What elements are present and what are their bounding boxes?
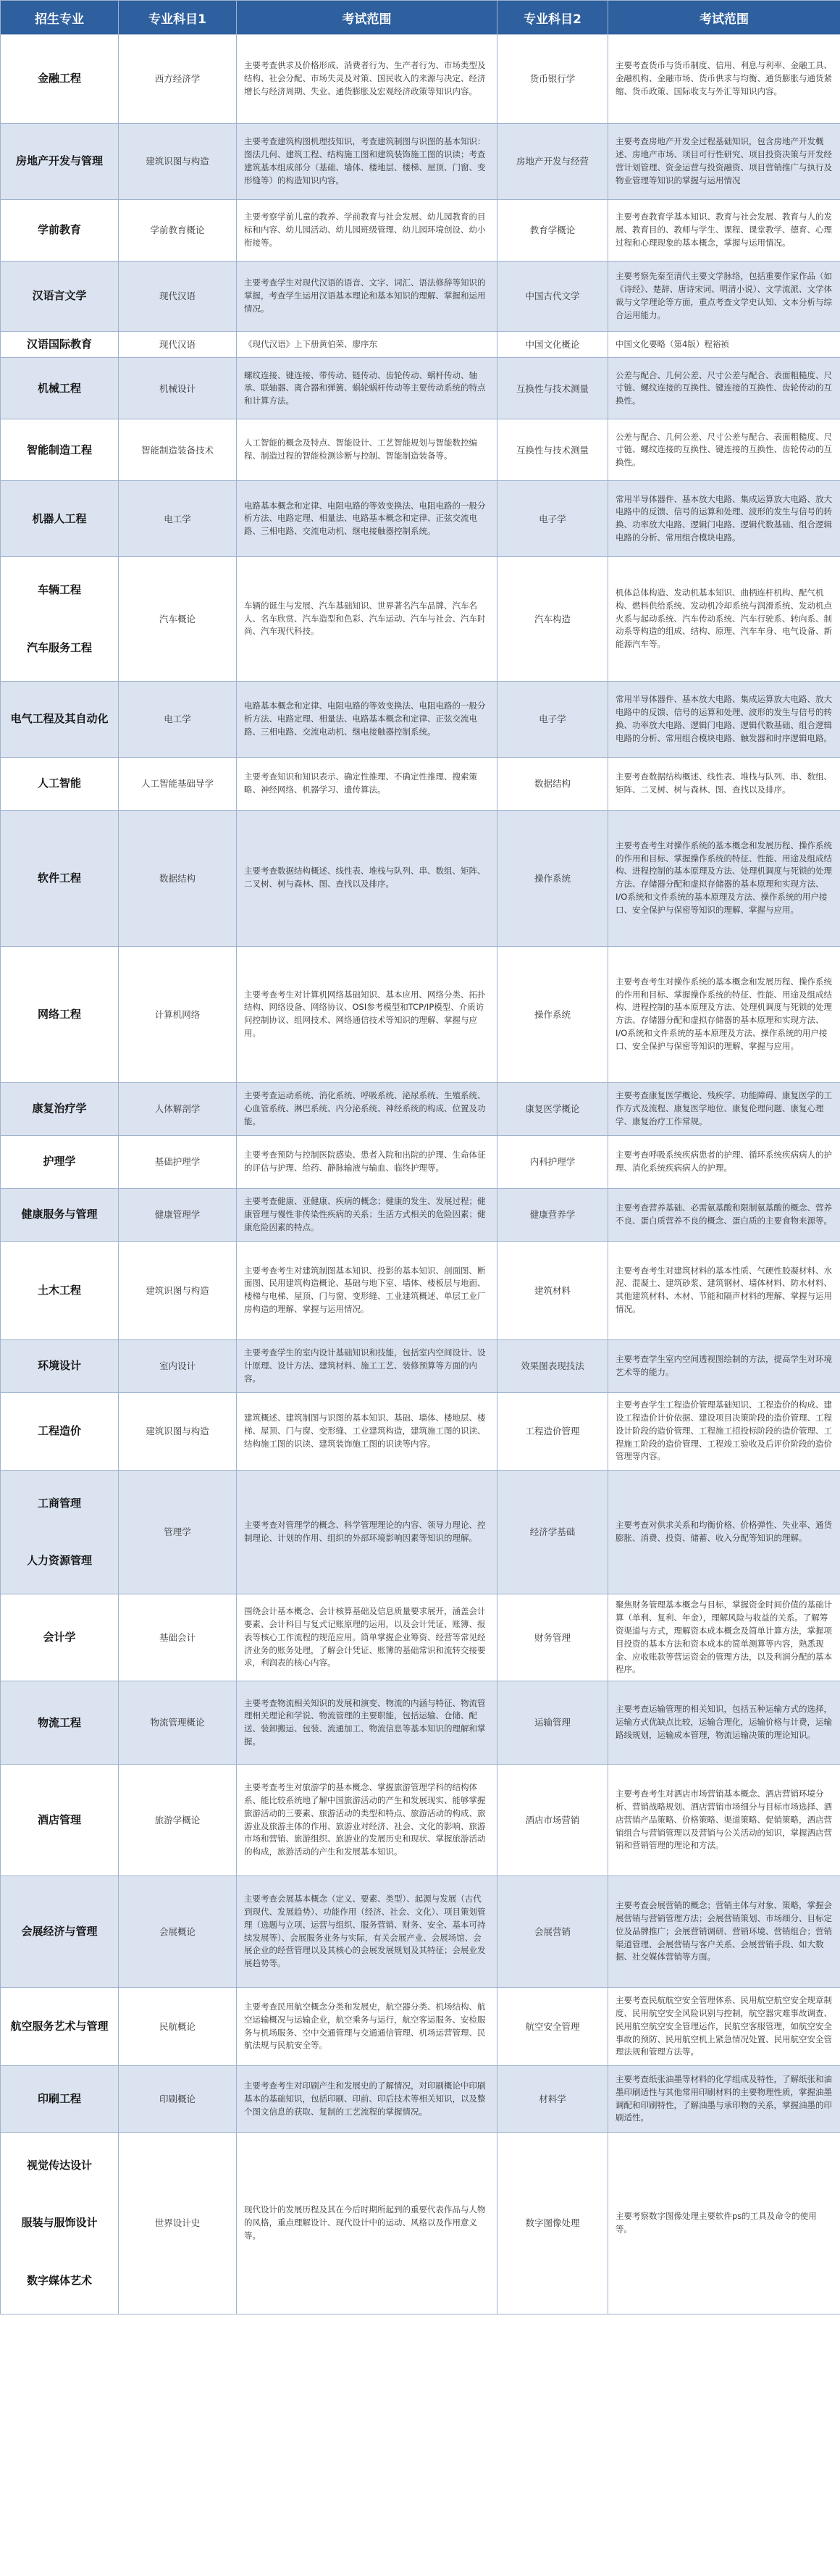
table-row [1, 557, 840, 682]
table-row [1, 1594, 840, 1681]
range2-cell: 常用半导体器件、基本放大电路、集成运算放大电路、放大电路中的反馈、信号的运算和处理、波形的发生与信号的转换、功率放大电路、逻辑门电路、逻辑代数基础、组合逻辑电路的分析、常用组合模块电路、触发器和时序逻辑电路。 [608, 681, 840, 757]
major-cell [1, 1135, 119, 1188]
subject2-cell: 酒店市场营销 [497, 1765, 608, 1876]
table-row [1, 35, 840, 124]
table-row [1, 332, 840, 358]
range2-cell: 主要考查运输管理的相关知识，包括五种运输方式的选择，运输方式优缺点比较，运输合理化，运输价格与计费，运输路线规划，运输成本管理，物流运输决策的理论知识。 [608, 1681, 840, 1765]
major-cell [1, 1392, 119, 1470]
range2-cell: 常用半导体器件、基本放大电路、集成运算放大电路、放大电路中的反馈、信号的运算和处理、波形的发生与信号的转换、功率放大电路、逻辑门电路、逻辑代数基础、组合逻辑电路的分析、常用组合模块电路。 [608, 481, 840, 557]
subject2-cell: 会展营销 [497, 1876, 608, 1988]
range2-cell: 主要考查货币与货币制度、信用、利息与利率、金融工具、金融机构、金融市场、货币供求与均衡、通货膨胀与通货紧缩、货币政策、国际收支与外汇等知识内容。 [608, 35, 840, 124]
subject2-cell: 经济学基础 [497, 1470, 608, 1594]
range1-cell: 电路基本概念和定律、电阻电路的等效变换法、电阻电路的一般分析方法、电路定理、相量法、电路基本概念和定律、正弦交流电路、三相电路、交流电动机、继电接触器控制系统。 [237, 481, 497, 557]
table-row [1, 1876, 840, 1988]
major-name: 学前教育 [37, 223, 81, 237]
subject2-cell: 汽车构造 [497, 557, 608, 682]
range1-cell: 主要考查学生对现代汉语的语音、文字、词汇、语法修辞等知识的掌握，考查学生运用汉语基本理论和基本知识的理解、掌握和运用情况。 [237, 262, 497, 332]
range2-cell: 主要考查纸张油墨等材料的化学组成及特性，了解纸张和油墨印刷适性与其他常用印刷材料的主要物理性质，掌握油墨调配和印刷特性，了解油墨与承印物的关系，掌握油墨的印刷适性。 [608, 2066, 840, 2133]
major-cell [1, 1241, 119, 1339]
range1-cell: 主要考查预防与控制医院感染、患者入院和出院的护理、生命体征的评估与护理、给药、静脉输液与输血、临终护理等。 [237, 1135, 497, 1188]
subject1-cell: 健康管理学 [119, 1188, 237, 1241]
range1-cell: 主要考查知识和知识表示、确定性推理、不确定性推理、搜索策略、神经网络、机器学习、遗传算法。 [237, 757, 497, 810]
major-cell [1, 1876, 119, 1988]
major-cell [1, 1339, 119, 1392]
subject2-cell: 运输管理 [497, 1681, 608, 1765]
subject2-cell: 材料学 [497, 2066, 608, 2133]
subject1-cell: 现代汉语 [119, 262, 237, 332]
subject1-cell: 管理学 [119, 1470, 237, 1594]
table-row [1, 200, 840, 262]
major-name: 视觉传达设计 [26, 2159, 92, 2173]
major-cell [1, 1681, 119, 1765]
major-name: 智能制造工程 [26, 443, 92, 456]
major-cell [1, 810, 119, 946]
major-cell [1, 681, 119, 757]
subject2-cell: 健康营养学 [497, 1188, 608, 1241]
range2-cell: 机体总体构造、发动机基本知识、曲柄连杆机构、配气机构、燃料供给系统、发动机冷却系统与润滑系统、发动机点火系与起动系统、汽车传动系统、汽车行驶系、转向系、制动系等构造的组成、结构、原理、汽车车身、电气设备、新能源汽车等。 [608, 557, 840, 682]
range2-cell: 主要考查营养基础、必需氨基酸和限制氨基酸的概念、营养不良、蛋白质营养不良的概念、蛋白质的主要食物来源等。 [608, 1188, 840, 1241]
subject2-cell: 财务管理 [497, 1594, 608, 1681]
major-cell [1, 946, 119, 1082]
range2-cell: 主要考查学生工程造价管理基础知识、工程造价的构成、建设工程造价计价依据、建设项目决策阶段的造价管理、工程设计阶段的造价管理、工程施工招投标阶段的造价管理、工程施工阶段的造价管理、工程竣工验收及后评价阶段的造价管理等内容。 [608, 1392, 840, 1470]
range2-cell: 主要考查房地产开发全过程基础知识，包含房地产开发概述、房地产市场、项目可行性研究、项目投资决策与开发经营计划管理、资金运营与投资融资、项目营销推广与执行及物业管理等知识的掌握与运用情况 [608, 124, 840, 200]
subject2-cell: 工程造价管理 [497, 1392, 608, 1470]
subject1-cell: 电工学 [119, 481, 237, 557]
range2-cell: 主要考查民航航空安全管理体系、民用航空航空安全规章制度、民用航空安全风险识别与控制，航空器灾难事故调查、民用航空航空安全管理运作，民航空客服管理，如航空安全事故的预防、民用航空机上紧急情况处置、民用航空安全管理法规和管理方法等。 [608, 1988, 840, 2066]
subject1-cell: 建筑识图与构造 [119, 124, 237, 200]
subject2-cell: 互换性与技术测量 [497, 419, 608, 481]
table-row [1, 2066, 840, 2133]
range2-cell: 主要考查考生对操作系统的基本概念和发展历程、操作系统的作用和目标、掌握操作系统的特征、性能、用途及组成结构、进程控制的基本原理及方法、处理机调度与死锁的处理方法、存储器分配和虚拟存储器的基本原理和实现方法、I/O系统和文件系统的基本原理及方法、操作系统的用户接口、安全保护与保密等知识的理解、掌握与应用。 [608, 810, 840, 946]
range2-cell: 主要考察数字图像处理主要软件ps的工具及命令的使用等。 [608, 2133, 840, 2314]
major-cell [1, 481, 119, 557]
subject1-cell: 基础护理学 [119, 1135, 237, 1188]
subject1-cell: 人体解剖学 [119, 1082, 237, 1135]
subject1-cell: 西方经济学 [119, 35, 237, 124]
range1-cell: 主要考查数据结构概述、线性表、堆栈与队列、串、数组、矩阵、二叉树、树与森林、图、查找以及排序。 [237, 810, 497, 946]
range2-cell: 主要考查数据结构概述、线性表、堆栈与队列、串、数组、矩阵、二叉树、树与森林、图、查找以及排序。 [608, 757, 840, 810]
subject2-cell: 建筑材料 [497, 1241, 608, 1339]
subject1-cell: 室内设计 [119, 1339, 237, 1392]
major-name: 土木工程 [37, 1283, 81, 1297]
subject1-cell: 人工智能基础导学 [119, 757, 237, 810]
subject1-cell: 计算机网络 [119, 946, 237, 1082]
range1-cell: 主要考查考生对计算机网络基础知识、基本应用、网络分类、拓扑结构、网络设备、网络协议、OSI参考模型和TCP/IP模型、介质访问控制协议、组网技术、网络通信技术等知识的理解、掌握与应用。 [237, 946, 497, 1082]
major-cell [1, 332, 119, 358]
range1-cell: 主要考查考生对印刷产生和发展史的了解情况，对印刷概论中印刷基本的基础知识，包括印刷、印前、印后技术等相关知识，以及整个图文信息的获取、复制的工艺流程的掌握情况。 [237, 2066, 497, 2133]
subject2-cell: 电子学 [497, 481, 608, 557]
subject1-cell: 建筑识图与构造 [119, 1241, 237, 1339]
range2-cell: 主要考察先秦至清代主要文学脉络，包括重要作家作品（如《诗经》、楚辞、唐诗宋词、明清小说）、文学流派、文学体裁与文学理论等方面，重点考查文学史认知、文本分析与综合运用能力。 [608, 262, 840, 332]
range1-cell: 主要考察学前儿童的教养、学前教育与社会发展、幼儿园教育的目标和内容、幼儿园活动、幼儿园班级管理、幼儿园环境创设、幼小衔接等。 [237, 200, 497, 262]
table-row [1, 681, 840, 757]
range2-cell: 主要考查康复医学概论、残疾学、功能障碍、康复医学的工作方式及流程、康复医学地位、康复伦理问题、康复心理学、康复治疗工作常规。 [608, 1082, 840, 1135]
range2-cell: 主要考查学生室内空间透视图绘制的方法，提高学生对环境艺术等的能力。 [608, 1339, 840, 1392]
major-name: 机械工程 [37, 381, 81, 395]
major-name: 人工智能 [37, 777, 81, 790]
major-name: 数字媒体艺术 [26, 2273, 92, 2287]
major-cell [1, 1594, 119, 1681]
major-name: 机器人工程 [32, 511, 87, 525]
subject1-cell: 学前教育概论 [119, 200, 237, 262]
range1-cell: 主要考查供求及价格形成、消费者行为、生产者行为、市场类型及结构、社会分配、市场失灵及对策、国民收入的来源与决定、经济增长与经济周期、失业、通货膨胀及宏观经济政策等知识内容。 [237, 35, 497, 124]
range2-cell: 主要考查考生对建筑材料的基本性质、气硬性胶凝材料、水泥、混凝土、建筑砂浆、建筑钢材、墙体材料、防水材料、其他建筑材料、木材、节能和隔声材料的理解、掌握与运用情况。 [608, 1241, 840, 1339]
range1-cell: 电路基本概念和定律、电阻电路的等效变换法、电阻电路的一般分析方法、电路定理、相量法、电路基本概念和定律、正弦交流电路、三相电路、交流电动机、继电接触器控制系统。 [237, 681, 497, 757]
subject1-cell: 世界设计史 [119, 2133, 237, 2314]
range2-cell: 主要考查会展营销的概念；营销主体与对象、策略，掌握会展营销与营销管理方法；会展营销策划、市场细分、目标定位及品牌推广；会展营销调研、营销环境、营销组合；营销渠道管理、会展营销与客户关系、会展营销手段、如大数据、社交媒体营销等方面。 [608, 1876, 840, 1988]
range1-cell: 主要考查对管理学的概念、科学管理理论的内容、领导力理论、控制理论、计划的作用、组织的外部环境影响因素等知识的理解。 [237, 1470, 497, 1594]
subject2-cell: 航空安全管理 [497, 1988, 608, 2066]
major-name: 会展经济与管理 [21, 1925, 98, 1938]
major-cell [1, 1082, 119, 1135]
subject2-cell: 操作系统 [497, 946, 608, 1082]
subject1-cell: 旅游学概论 [119, 1765, 237, 1876]
table-row [1, 1082, 840, 1135]
range1-cell: 主要考查会展基本概念（定义、要素、类型）、起源与发展（古代到现代、发展趋势）、功能作用（经济、社会、文化）、项目策划管理（选题与立项、运营与组织、服务营销、财务、安全、基本可持续发展等）、会展服务业务与实际，有关会展产业、会展场馆、会展企业的经营管理以及其核心的会展发展规划及其特征；会展业发展趋势等。 [237, 1876, 497, 1988]
subject2-cell: 操作系统 [497, 810, 608, 946]
subject1-cell: 智能制造装备技术 [119, 419, 237, 481]
subject2-cell: 教育学概论 [497, 200, 608, 262]
table-row [1, 1392, 840, 1470]
subject2-cell: 房地产开发与经营 [497, 124, 608, 200]
major-name: 服装与服饰设计 [21, 2216, 98, 2230]
subject1-cell: 基础会计 [119, 1594, 237, 1681]
range1-cell: 螺纹连接、键连接、带传动、链传动、齿轮传动、蜗杆传动、轴承、联轴器、离合器和弹簧、蜗轮蜗杆传动等主要传动系统的特点和计算方法。 [237, 358, 497, 419]
major-name: 环境设计 [37, 1359, 81, 1373]
major-cell [1, 2066, 119, 2133]
major-name: 电气工程及其自动化 [10, 712, 109, 726]
table-row [1, 1765, 840, 1876]
major-name: 软件工程 [37, 871, 81, 885]
subject2-cell: 效果图表现技法 [497, 1339, 608, 1392]
table-row [1, 757, 840, 810]
range1-cell: 主要考查学生的室内设计基础知识和技能，包括室内空间设计、设计原理、设计方法、建筑材料、施工工艺、装修预算等方面的内容。 [237, 1339, 497, 1392]
subject1-cell: 数据结构 [119, 810, 237, 946]
subject1-cell: 电工学 [119, 681, 237, 757]
major-name: 汽车服务工程 [26, 640, 92, 654]
major-cell [1, 35, 119, 124]
major-cell [1, 1765, 119, 1876]
table-row [1, 2133, 840, 2314]
range1-cell: 车辆的诞生与发展、汽车基础知识、世界著名汽车品牌、汽车名人、名车欣赏、汽车造型和色彩、汽车运动、汽车与社会、汽车时尚、汽车现代科技。 [237, 557, 497, 682]
table-row [1, 1470, 840, 1594]
range2-cell: 中国文化要略（第4版）程裕祯 [608, 332, 840, 358]
major-cell [1, 757, 119, 810]
major-name: 酒店管理 [37, 1813, 81, 1826]
table-row [1, 1188, 840, 1241]
table-row [1, 810, 840, 946]
table-row [1, 1988, 840, 2066]
major-cell [1, 200, 119, 262]
major-cell [1, 557, 119, 682]
range2-cell: 聚焦财务管理基本概念与目标，掌握资金时间价值的基础计算（单利、复利、年金），理解风险与收益的关系。了解筹资渠道与方式，理解资本成本概念及简单计算方法，掌握项目投资的基本方法和资本成本的简单测算等内容，熟悉现金、应收账款等营运资金的管理方法，以及利润分配的基本程序。 [608, 1594, 840, 1681]
table-header-row [1, 1, 840, 35]
major-name: 康复治疗学 [32, 1102, 87, 1116]
range1-cell: 主要考查民用航空概念分类和发展史，航空器分类、机场结构、航空运输概况与运输企业，航空乘务与运行，航空客运服务、安检服务与机场服务、空中交通管理与交通通信管理、机场运营管理、民航法规与民航安全等。 [237, 1988, 497, 2066]
major-name: 健康服务与管理 [21, 1208, 98, 1221]
subject1-cell: 民航概论 [119, 1988, 237, 2066]
major-name: 汉语言文学 [32, 289, 87, 303]
subject1-cell: 物流管理概论 [119, 1681, 237, 1765]
major-name: 房地产开发与管理 [15, 154, 103, 168]
header-range2: 考试范围 [608, 1, 840, 35]
header-range1: 考试范围 [237, 1, 497, 35]
subject2-cell: 康复医学概论 [497, 1082, 608, 1135]
header-major: 招生专业 [1, 1, 119, 35]
major-cell [1, 1188, 119, 1241]
major-name: 网络工程 [37, 1007, 81, 1021]
header-subject2: 专业科目2 [497, 1, 608, 35]
table-row [1, 946, 840, 1082]
table-row [1, 1241, 840, 1339]
subject2-cell: 数字图像处理 [497, 2133, 608, 2314]
major-cell [1, 2133, 119, 2314]
major-name: 物流工程 [37, 1715, 81, 1729]
major-cell [1, 262, 119, 332]
subject1-cell: 现代汉语 [119, 332, 237, 358]
range2-cell: 主要考查考生对酒店市场营销基本概念、酒店营销环境分析、营销战略规划、酒店营销市场细分与目标市场选择、酒店营销产品策略、价格策略、渠道策略、促销策略，酒店营销组合与营销管理以及营销与公关活动的知识，掌握酒店营销和营销管理的理论和方法。 [608, 1765, 840, 1876]
table-row [1, 419, 840, 481]
range1-cell: 《现代汉语》上下册黄伯荣、廖序东 [237, 332, 497, 358]
range1-cell: 现代设计的发展历程及其在今后时期所起到的重要代表作品与人物的风格，重点理解设计、现代设计中的运动、风格以及作用意义等。 [237, 2133, 497, 2314]
range2-cell: 主要考查呼吸系统疾病患者的护理、循环系统疾病病人的护理、消化系统疾病病人的护理。 [608, 1135, 840, 1188]
table-row [1, 262, 840, 332]
range2-cell: 主要考查教育学基本知识、教育与社会发展、教育与人的发展、教育目的、教师与学生、课程、课堂教学、德育、心理过程和心理现象的基本概念，掌握与运用情况。 [608, 200, 840, 262]
major-cell [1, 419, 119, 481]
subject2-cell: 内科护理学 [497, 1135, 608, 1188]
range1-cell: 围绕会计基本概念、会计核算基础及信息质量要求展开，涵盖会计要素、会计科目与复式记账原理的运用，以及会计凭证、账簿、报表等核心工作流程的规范应用。简单掌握企业筹资、经营等常见经济业务的账务处理，了解会计凭证、账簿的基础常识和流转交接要求，利润表的核心内容。 [237, 1594, 497, 1681]
subject2-cell: 中国古代文学 [497, 262, 608, 332]
range2-cell: 公差与配合、几何公差、尺寸公差与配合、表面粗糙度、尺寸链、螺纹连接的互换性、键连接的互换性、齿轮传动的互换性。 [608, 419, 840, 481]
major-name: 工商管理 [37, 1496, 81, 1510]
major-cell [1, 124, 119, 200]
major-name: 工程造价 [37, 1424, 81, 1438]
major-name: 护理学 [43, 1155, 76, 1168]
table-row [1, 481, 840, 557]
subject2-cell: 中国文化概论 [497, 332, 608, 358]
subject1-cell: 建筑识图与构造 [119, 1392, 237, 1470]
range1-cell: 主要考查健康、亚健康、疾病的概念；健康的发生、发展过程；健康管理与慢性非传染性疾病的关系；生活方式相关的危险因素；健康危险因素的特点。 [237, 1188, 497, 1241]
range2-cell: 公差与配合、几何公差、尺寸公差与配合、表面粗糙度、尺寸链、螺纹连接的互换性、键连接的互换性、齿轮传动的互换性。 [608, 358, 840, 419]
subject1-cell: 机械设计 [119, 358, 237, 419]
major-name: 会计学 [43, 1631, 76, 1644]
range2-cell: 主要考查考生对操作系统的基本概念和发展历程、操作系统的作用和目标、掌握操作系统的特征、性能、用途及组成结构、进程控制的基本原理及方法、处理机调度与死锁的处理方法、存储器分配和虚拟存储器的基本原理和实现方法、I/O系统和文件系统的基本原理及方法、操作系统的用户接口、安全保护与保密等知识的理解、掌握与应用。 [608, 946, 840, 1082]
subject1-cell: 汽车概论 [119, 557, 237, 682]
major-name: 金融工程 [37, 72, 81, 85]
table-row [1, 358, 840, 419]
range1-cell: 建筑概述、建筑制图与识图的基本知识、基础、墙体、楼地层、楼梯、屋顶、门与窗、变形缝、工业建筑构造，建筑施工图的识读、结构施工图的识读、建筑装饰施工图的识读等内容。 [237, 1392, 497, 1470]
subject2-cell: 电子学 [497, 681, 608, 757]
table-row [1, 1681, 840, 1765]
table-row [1, 1339, 840, 1392]
range1-cell: 人工智能的概念及特点、智能设计、工艺智能规划与智能数控编程、制造过程的智能检测诊断与控制、智能制造装备等。 [237, 419, 497, 481]
major-name: 印刷工程 [37, 2092, 81, 2105]
range1-cell: 主要考查物流相关知识的发展和演变、物流的内涵与特征、物流管理相关理论和学说、物流管理的主要职能，包括运输、仓储、配送、装卸搬运、包装、流通加工、物流信息等基本知识的理解和掌握。 [237, 1681, 497, 1765]
range1-cell: 主要考查考生对旅游学的基本概念、掌握旅游管理学科的结构体系、能比较系统地了解中国旅游活动的产生和发展现实、能够掌握旅游活动的三要素、旅游活动的类型和特点、旅游活动的构成、旅游业及旅游主体的作用、旅游业对经济、社会、文化的影响、旅游市场和营销、旅游组织、旅游业的发展历史和现状、掌握旅游活动的构成，旅游活动的产生和发展基本知识。 [237, 1765, 497, 1876]
table-row [1, 1135, 840, 1188]
subject1-cell: 会展概论 [119, 1876, 237, 1988]
range2-cell: 主要考查对供求关系和均衡价格、价格弹性、失业率、通货膨胀、消费、投资、储蓄、收入分配等知识的理解。 [608, 1470, 840, 1594]
subject2-cell: 互换性与技术测量 [497, 358, 608, 419]
major-name: 车辆工程 [37, 583, 81, 597]
major-cell [1, 1470, 119, 1594]
range1-cell: 主要考查建筑构图机理技知识，考查建筑制图与识图的基本知识：图法几何、建筑工程、结构施工图和建筑装饰施工图的识读；考查建筑基本组成部分（基础、墙体、楼地层、楼梯、屋顶、门窗、变形缝等）的构造知识内容。 [237, 124, 497, 200]
major-name: 汉语国际教育 [26, 338, 92, 351]
table-row [1, 124, 840, 200]
major-name: 航空服务艺术与管理 [10, 2020, 109, 2033]
range1-cell: 主要考查考生对建筑制图基本知识、投影的基本知识、剖面图、断面图、民用建筑构造概论、基础与地下室、墙体、楼板层与地面、楼梯与电梯、屋顶、门与窗、变形缝、工业建筑概述、单层工业厂房构造的理解、掌握与运用情况。 [237, 1241, 497, 1339]
range1-cell: 主要考查运动系统、消化系统、呼吸系统、泌尿系统、生殖系统、心血管系统、淋巴系统、内分泌系统、神经系统的构成、位置及功能。 [237, 1082, 497, 1135]
subject2-cell: 货币银行学 [497, 35, 608, 124]
subject1-cell: 印刷概论 [119, 2066, 237, 2133]
major-cell [1, 1988, 119, 2066]
table-body [1, 35, 840, 2314]
subject2-cell: 数据结构 [497, 757, 608, 810]
header-subject1: 专业科目1 [119, 1, 237, 35]
major-cell [1, 358, 119, 419]
major-name: 人力资源管理 [26, 1554, 92, 1567]
